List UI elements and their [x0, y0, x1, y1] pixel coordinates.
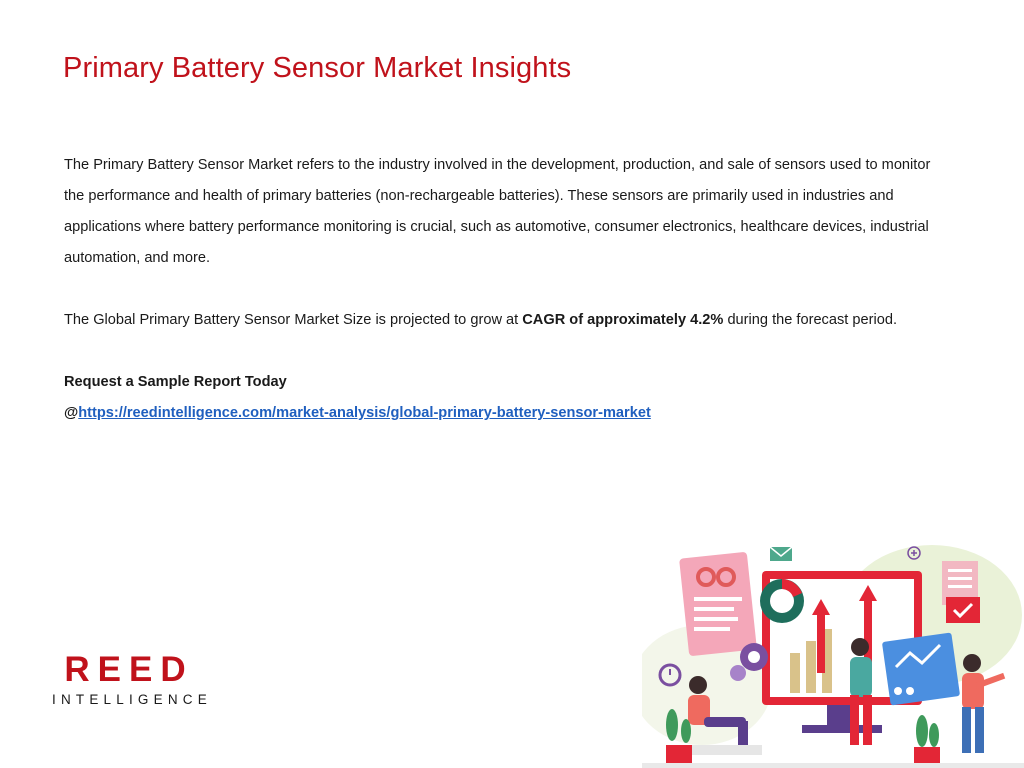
logo-wordmark-intelligence: INTELLIGENCE: [52, 692, 212, 707]
growth-text-prefix: The Global Primary Battery Sensor Market Size is projected to grow at: [64, 312, 523, 328]
sample-report-cta: Request a Sample Report Today: [64, 374, 287, 390]
growth-text-suffix: during the forecast period.: [723, 312, 897, 328]
report-link-line: [64, 398, 944, 429]
link-at-sign: @: [64, 405, 79, 421]
page-title: Primary Battery Sensor Market Insights: [63, 52, 572, 84]
intro-paragraph: The Primary Battery Sensor Market refers to the industry involved in the development, production, and sale of sensors used to monitor the performance and health of primary batteries (non-rechargeable batteries). These sensors are primarily used in industries and applications where battery performance monitoring is crucial, such as automotive, consumer electronics, healthcare devices, industrial automation, and more.: [64, 157, 931, 266]
body-content: [64, 150, 944, 429]
reed-intelligence-logo: [52, 652, 222, 708]
growth-paragraph: [64, 305, 944, 336]
logo-wordmark-reed: REED: [64, 650, 194, 689]
analytics-illustration-icon: [642, 535, 1024, 768]
market-analytics-illustration: [642, 535, 1024, 768]
report-link[interactable]: https://reedintelligence.com/market-analysis/global-primary-battery-sensor-market: [78, 405, 651, 421]
report-document-icon: [679, 552, 757, 657]
checklist-document-icon: [942, 561, 980, 623]
chart-panel-icon: [882, 632, 960, 705]
cagr-highlight: CAGR of approximately 4.2%: [522, 312, 724, 328]
